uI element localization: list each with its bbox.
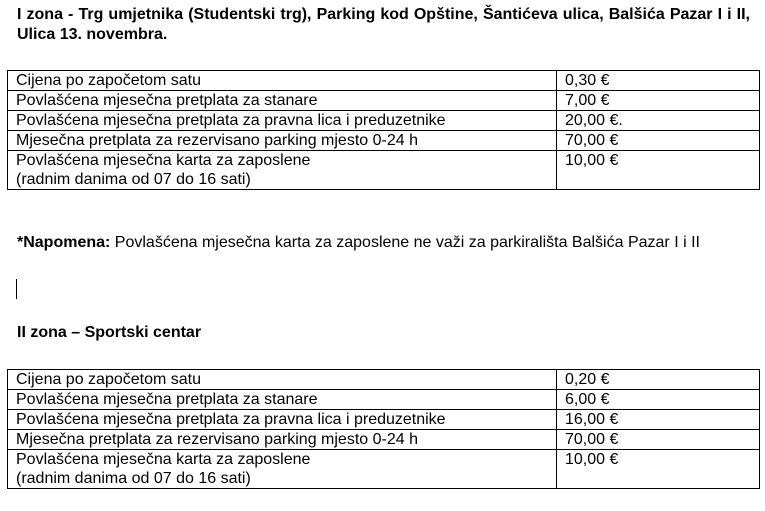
zone-2-heading: II zona – Sportski centar (17, 324, 202, 341)
row-price: 16,00 € (557, 410, 760, 430)
row-label: Povlašćena mjesečna pretplata za pravna lica i preduzetnike (8, 410, 557, 430)
table-row (8, 430, 760, 450)
row-label: Cijena po započetom satu (8, 71, 557, 91)
row-price: 0,20 € (557, 370, 760, 390)
row-price: 70,00 € (557, 131, 760, 151)
table-row (8, 390, 760, 410)
table-row (8, 370, 760, 390)
zone-1-price-table (7, 70, 760, 190)
table-row (8, 111, 760, 131)
row-label: Mjesečna pretplata za rezervisano parking mjesto 0-24 h (8, 430, 557, 450)
table-row (8, 410, 760, 430)
table-row (8, 131, 760, 151)
zone-1-heading: I zona - Trg umjetnika (Studentski trg), Parking kod Opštine, Šantićeva ulica, Balšića Pazar I i II, Ulica 13. novembra. (17, 6, 750, 43)
row-label: Povlašćena mjesečna pretplata za pravna lica i preduzetnike (8, 111, 557, 131)
row-label: Povlašćena mjesečna karta za zaposlene (radnim danima od 07 do 16 sati) (8, 450, 557, 489)
row-price: 20,00 €. (557, 111, 760, 131)
row-label: Povlašćena mjesečna pretplata za stanare (8, 390, 557, 410)
row-price: 70,00 € (557, 430, 760, 450)
note-text: Povlašćena mjesečna karta za zaposlene ne važi za parkirališta Balšića Pazar I i II (110, 234, 700, 251)
note-paragraph (17, 233, 750, 253)
table-row (8, 450, 760, 489)
row-label: Mjesečna pretplata za rezervisano parking mjesto 0-24 h (8, 131, 557, 151)
zone-2-price-table (7, 369, 760, 489)
row-price: 10,00 € (557, 151, 760, 190)
table-row (8, 151, 760, 190)
table-row (8, 91, 760, 111)
row-label: Povlašćena mjesečna pretplata za stanare (8, 91, 557, 111)
row-price: 6,00 € (557, 390, 760, 410)
row-price: 10,00 € (557, 450, 760, 489)
note-prefix: *Napomena: (17, 234, 111, 251)
table-row (8, 71, 760, 91)
row-price: 7,00 € (557, 91, 760, 111)
text-cursor (16, 279, 17, 299)
row-label: Povlašćena mjesečna karta za zaposlene (radnim danima od 07 do 16 sati) (8, 151, 557, 190)
row-price: 0,30 € (557, 71, 760, 91)
row-label: Cijena po započetom satu (8, 370, 557, 390)
